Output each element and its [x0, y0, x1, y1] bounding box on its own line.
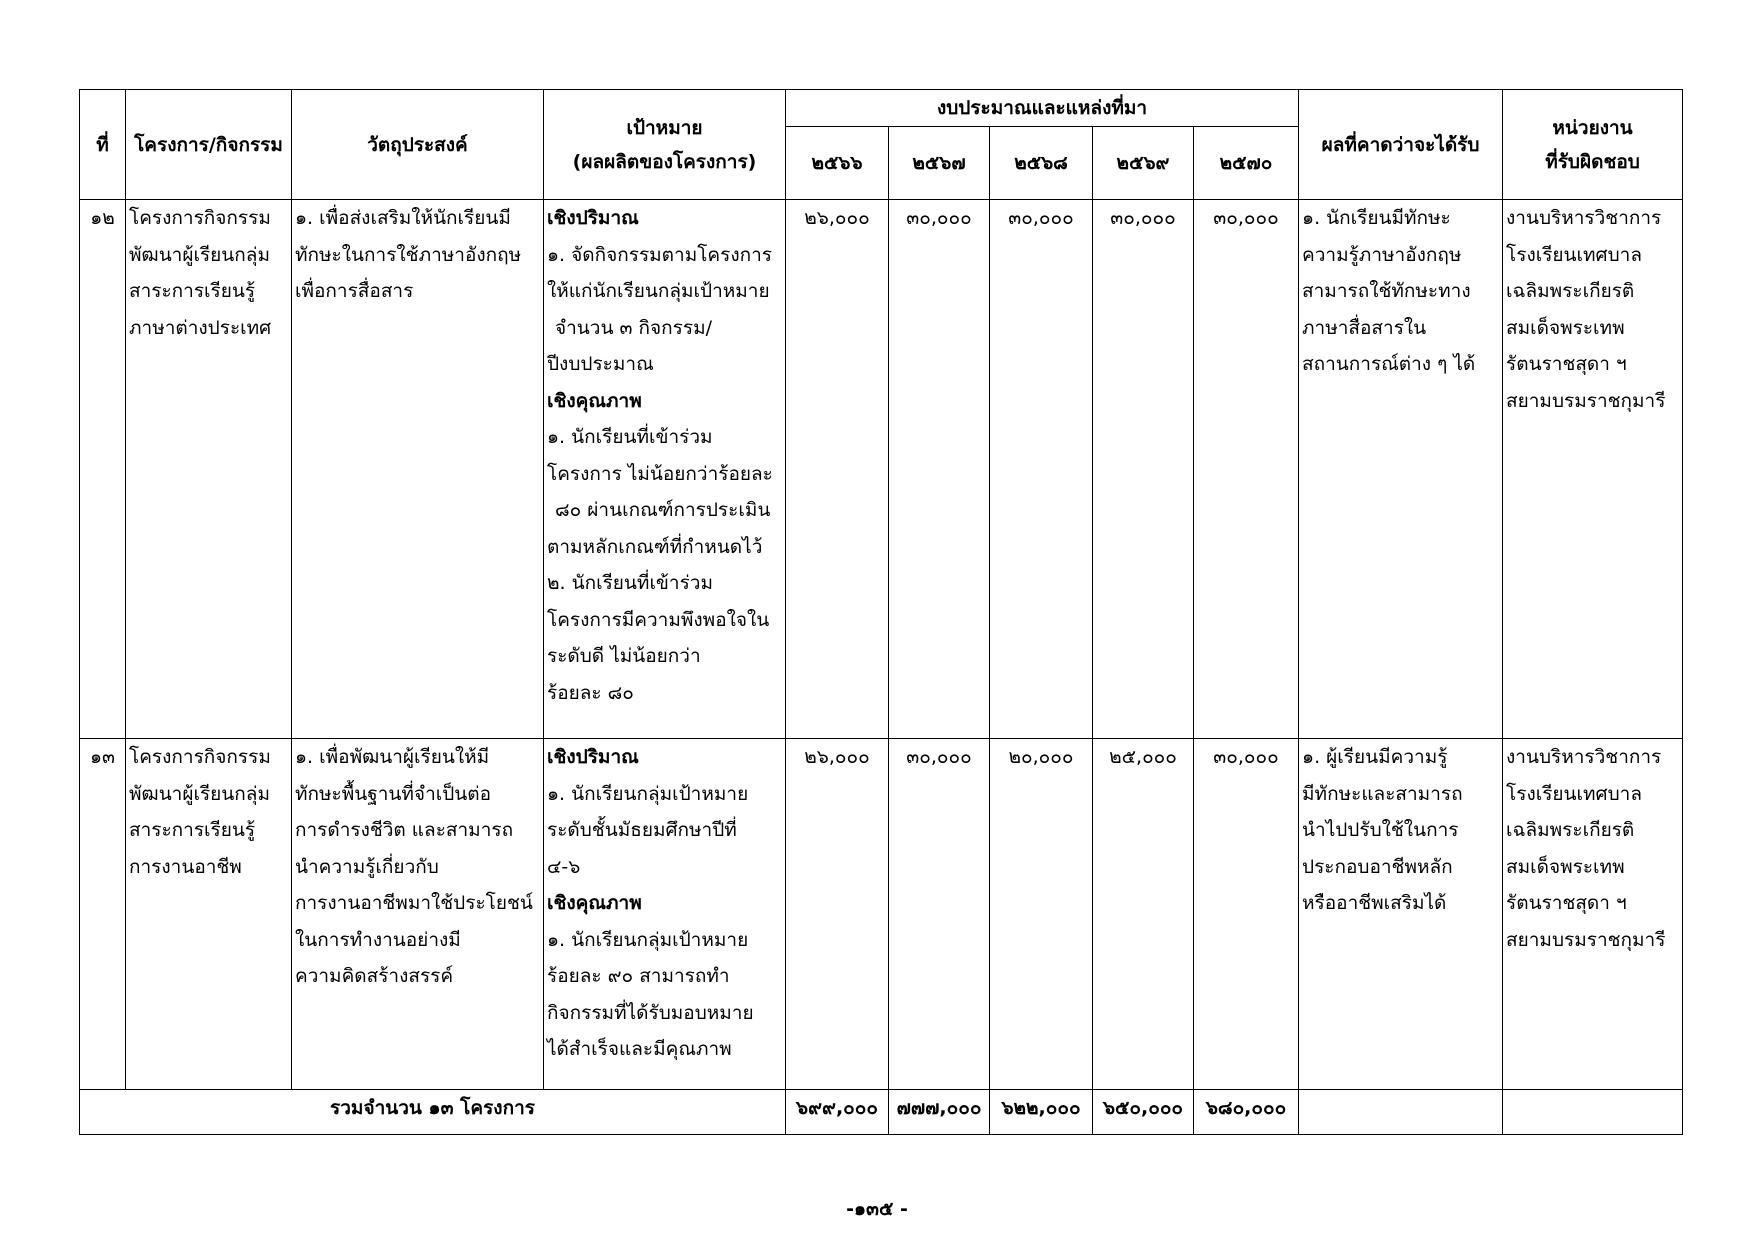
header-year: ๒๕๗๐	[1194, 127, 1299, 200]
budget-2567: ๓๐,๐๐๐	[889, 739, 990, 1090]
row-number: ๑๓	[80, 739, 126, 1090]
header-year: ๒๕๖๗	[889, 127, 990, 200]
header-objective: วัตถุประสงค์	[292, 90, 544, 200]
budget-2567: ๓๐,๐๐๐	[889, 200, 990, 739]
header-target: เป้าหมาย (ผลผลิตของโครงการ)	[544, 90, 786, 200]
project-cell: โครงการกิจกรรม พัฒนาผู้เรียนกลุ่ม สาระการเรียนรู้ ภาษาต่างประเทศ	[126, 200, 292, 739]
objective-cell: ๑. เพื่อส่งเสริมให้นักเรียนมี ทักษะในการใช้ภาษาอังกฤษ เพื่อการสื่อสาร	[292, 200, 544, 739]
header-unit: หน่วยงาน ที่รับผิดชอบ	[1503, 90, 1683, 200]
result-cell: ๑. นักเรียนมีทักษะ ความรู้ภาษาอังกฤษ สามารถใช้ทักษะทาง ภาษาสื่อสารใน สถานการณ์ต่าง ๆ ได้	[1299, 200, 1503, 739]
header-budget: งบประมาณและแหล่งที่มา	[786, 90, 1299, 127]
header-result: ผลที่คาดว่าจะได้รับ	[1299, 90, 1503, 200]
budget-2568: ๓๐,๐๐๐	[990, 200, 1093, 739]
budget-2566: ๒๖,๐๐๐	[786, 200, 889, 739]
total-2570: ๖๘๐,๐๐๐	[1194, 1090, 1299, 1135]
table-row	[80, 200, 1683, 739]
total-2568: ๖๒๒,๐๐๐	[990, 1090, 1093, 1135]
total-result-empty	[1299, 1090, 1503, 1135]
target-cell: เชิงปริมาณ ๑. นักเรียนกลุ่มเป้าหมาย ระดับชั้นมัธยมศึกษาปีที่ ๔-๖ เชิงคุณภาพ ๑. นักเรียนกลุ่มเป้าหมาย ร้อยละ ๙๐ สามารถทำ กิจกรรมที่ได้รับมอบหมาย ได้สำเร็จและมีคุณภาพ	[544, 739, 786, 1090]
page-number: -๑๓๕ -	[846, 1198, 908, 1220]
header-year: ๒๕๖๘	[990, 127, 1093, 200]
budget-2570: ๓๐,๐๐๐	[1194, 739, 1299, 1090]
total-2569: ๖๕๐,๐๐๐	[1093, 1090, 1194, 1135]
unit-cell: งานบริหารวิชาการ โรงเรียนเทศบาล เฉลิมพระเกียรติ สมเด็จพระเทพ รัตนราชสุดา ฯ สยามบรมราชกุมารี	[1503, 739, 1683, 1090]
row-number: ๑๒	[80, 200, 126, 739]
budget-2570: ๓๐,๐๐๐	[1194, 200, 1299, 739]
total-label: รวมจำนวน ๑๓ โครงการ	[80, 1090, 786, 1135]
objective-cell: ๑. เพื่อพัฒนาผู้เรียนให้มี ทักษะพื้นฐานที่จำเป็นต่อ การดำรงชีวิต และสามารถ นำความรู้เกี่ยวกับ การงานอาชีพมาใช้ประโยชน์ ในการทำงานอย่างมี ความคิดสร้างสรรค์	[292, 739, 544, 1090]
header-year: ๒๕๖๙	[1093, 127, 1194, 200]
total-2567: ๗๗๗,๐๐๐	[889, 1090, 990, 1135]
header-project: โครงการ/กิจกรรม	[126, 90, 292, 200]
header-year: ๒๕๖๖	[786, 127, 889, 200]
budget-2569: ๓๐,๐๐๐	[1093, 200, 1194, 739]
target-cell: เชิงปริมาณ ๑. จัดกิจกรรมตามโครงการ ให้แก่นักเรียนกลุ่มเป้าหมาย จำนวน ๓ กิจกรรม/ ปีงบประมาณ เชิงคุณภาพ ๑. นักเรียนที่เข้าร่วม โครงการ ไม่น้อยกว่าร้อยละ ๘๐ ผ่านเกณฑ์การประเมิน ตามหลักเกณฑ์ที่กำหนดไว้ ๒. นักเรียนที่เข้าร่วม โครงการมีความพึงพอใจใน ระดับดี ไม่น้อยกว่า ร้อยละ ๘๐	[544, 200, 786, 739]
total-2566: ๖๙๙,๐๐๐	[786, 1090, 889, 1135]
unit-cell: งานบริหารวิชาการ โรงเรียนเทศบาล เฉลิมพระเกียรติ สมเด็จพระเทพ รัตนราชสุดา ฯ สยามบรมราชกุมารี	[1503, 200, 1683, 739]
table-row	[80, 739, 1683, 1090]
total-row	[80, 1090, 1683, 1135]
budget-2566: ๒๖,๐๐๐	[786, 739, 889, 1090]
project-plan-table	[79, 89, 1683, 1135]
budget-2568: ๒๐,๐๐๐	[990, 739, 1093, 1090]
budget-2569: ๒๕,๐๐๐	[1093, 739, 1194, 1090]
result-cell: ๑. ผู้เรียนมีความรู้ มีทักษะและสามารถ นำไปปรับใช้ในการ ประกอบอาชีพหลัก หรืออาชีพเสริมได้	[1299, 739, 1503, 1090]
total-unit-empty	[1503, 1090, 1683, 1135]
project-cell: โครงการกิจกรรม พัฒนาผู้เรียนกลุ่ม สาระการเรียนรู้ การงานอาชีพ	[126, 739, 292, 1090]
header-no: ที่	[80, 90, 126, 200]
